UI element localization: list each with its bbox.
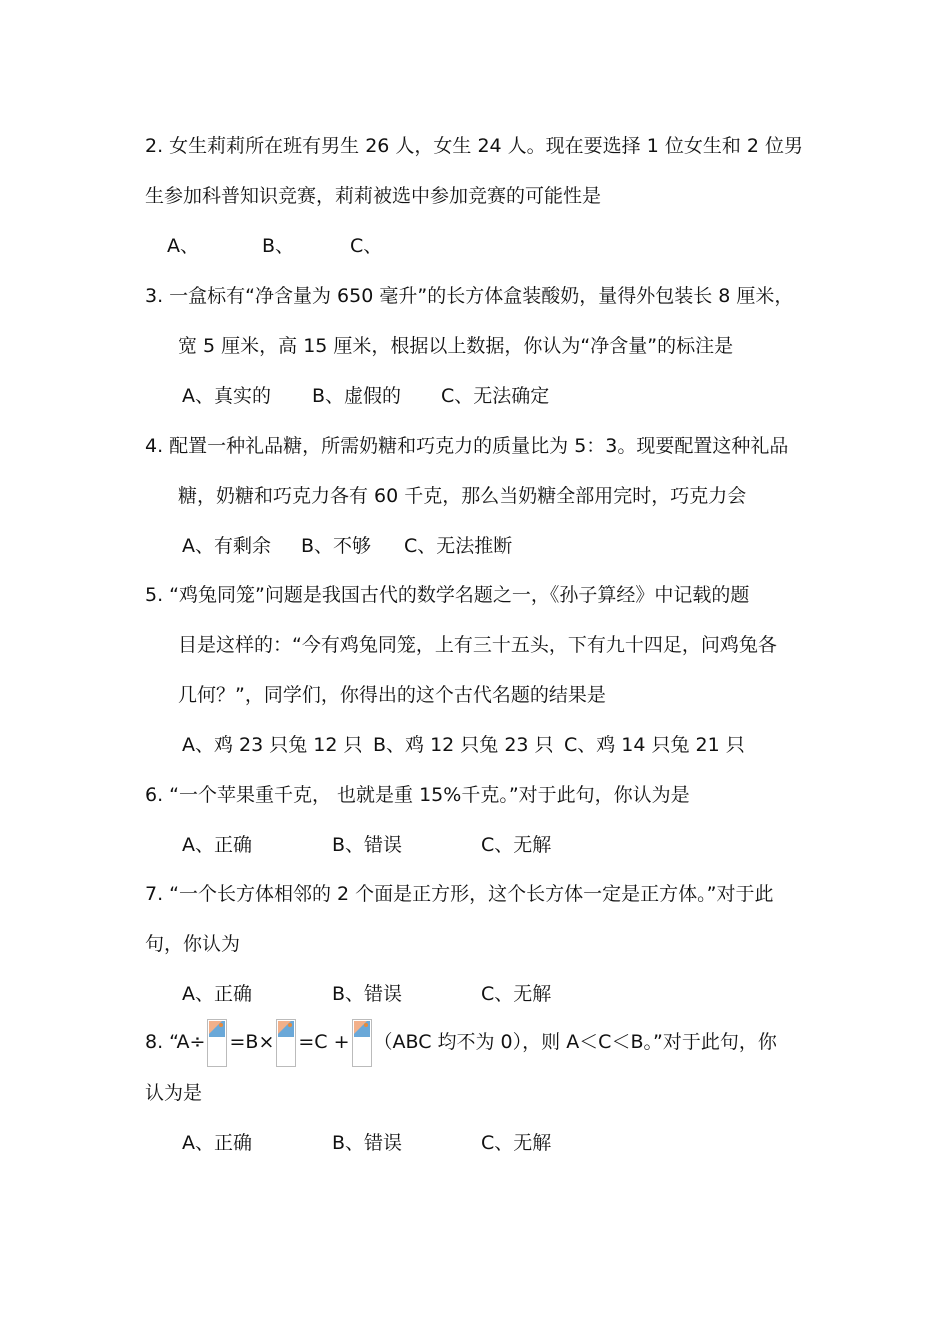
q8-option-c[interactable]: C、无解 [481, 1132, 552, 1154]
q3-options [182, 383, 549, 409]
q2-option-b[interactable]: B、 [262, 235, 295, 257]
q8-mid2: =C + [298, 1031, 350, 1053]
q3-line1: 3. 一盒标有“净含量为 650 毫升”的长方体盒装酸奶，量得外包装长 8 厘米， [145, 285, 794, 307]
q8-line1 [145, 1018, 777, 1067]
q4-options [182, 533, 512, 559]
q8-prefix: 8. “A÷ [145, 1031, 206, 1053]
q4-option-a[interactable]: A、有剩余 [182, 535, 271, 557]
q3-option-a[interactable]: A、真实的 [182, 385, 271, 407]
q7-option-a[interactable]: A、正确 [182, 983, 252, 1005]
q7-option-b[interactable]: B、错误 [332, 983, 403, 1005]
q7-options [182, 981, 551, 1007]
q6-option-a[interactable]: A、正确 [182, 834, 252, 856]
fraction-image-icon [352, 1019, 372, 1067]
q8-option-b[interactable]: B、错误 [332, 1132, 403, 1154]
q4-line1: 4. 配置一种礼品糖，所需奶糖和巧克力的质量比为 5：3。现要配置这种礼品 [145, 435, 789, 457]
q3-line2: 宽 5 厘米，高 15 厘米，根据以上数据，你认为“净含量”的标注是 [178, 335, 734, 357]
q7-option-c[interactable]: C、无解 [481, 983, 552, 1005]
q5-line2: 目是这样的：“今有鸡兔同笼，上有三十五头，下有九十四足，问鸡兔各 [178, 634, 777, 656]
q8-mid1: =B× [229, 1031, 275, 1053]
q4-option-c[interactable]: C、无法推断 [404, 535, 513, 557]
q2-options [167, 233, 382, 259]
q8-options [182, 1130, 551, 1156]
q7-line2: 句，你认为 [145, 933, 241, 955]
q6-line1: 6. “一个苹果重千克， 也就是重 15%千克。”对于此句，你认为是 [145, 784, 690, 806]
q2-option-c[interactable]: C、 [350, 235, 383, 257]
q8-option-a[interactable]: A、正确 [182, 1132, 252, 1154]
q2-line2: 生参加科普知识竞赛，莉莉被选中参加竞赛的可能性是 [145, 185, 602, 207]
fraction-image-icon [276, 1019, 296, 1067]
q4-option-b[interactable]: B、不够 [301, 535, 372, 557]
q2-line1: 2. 女生莉莉所在班有男生 26 人，女生 24 人。现在要选择 1 位女生和 2 位男 [145, 135, 804, 157]
q6-options [182, 832, 551, 858]
q5-option-b[interactable]: B、鸡 12 只兔 23 只 [373, 734, 554, 756]
q8-suffix: （ABC 均不为 0），则 A＜C＜B。”对于此句，你 [373, 1031, 777, 1053]
q3-option-b[interactable]: B、虚假的 [312, 385, 402, 407]
q8-line2: 认为是 [145, 1082, 203, 1104]
q3-option-c[interactable]: C、无法确定 [441, 385, 550, 407]
q6-option-b[interactable]: B、错误 [332, 834, 403, 856]
q4-line2: 糖，奶糖和巧克力各有 60 千克，那么当奶糖全部用完时，巧克力会 [178, 485, 747, 507]
q6-option-c[interactable]: C、无解 [481, 834, 552, 856]
fraction-image-icon [207, 1019, 227, 1067]
q2-option-a[interactable]: A、 [167, 235, 199, 257]
q5-line1: 5. “鸡兔同笼”问题是我国古代的数学名题之一，《孙子算经》中记载的题 [145, 584, 750, 606]
q5-line3: 几何？”，同学们，你得出的这个古代名题的结果是 [178, 684, 606, 706]
q5-options [182, 732, 745, 758]
q5-option-a[interactable]: A、鸡 23 只兔 12 只 [182, 734, 363, 756]
q7-line1: 7. “一个长方体相邻的 2 个面是正方形，这个长方体一定是正方体。”对于此 [145, 883, 774, 905]
q5-option-c[interactable]: C、鸡 14 只兔 21 只 [564, 734, 745, 756]
